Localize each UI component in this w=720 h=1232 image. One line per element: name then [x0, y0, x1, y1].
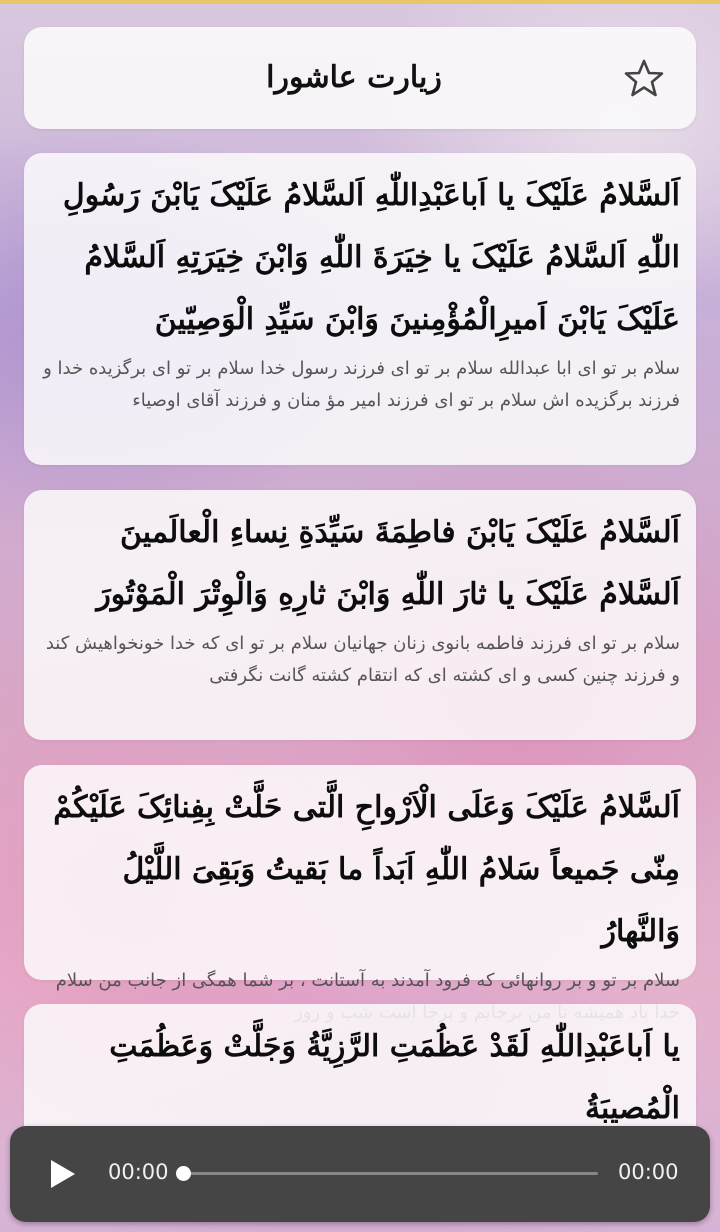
paragraph-card	[24, 153, 696, 465]
paragraph-card	[24, 490, 696, 740]
arabic-text: اَلسَّلامُ عَلَیْکَ یَابْنَ فاطِمَةَ سَیِّدَةِ نِساءِ الْعالَمینَ اَلسَّلامُ عَلَیْکَ یا ثارَ اللّٰهِ وَابْنَ ثارِهِ وَالْوِتْرَ الْمَوْتُورَ	[96, 515, 680, 612]
arabic-text: اَلسَّلامُ عَلَیْکَ یا اَباعَبْدِاللّٰهِ اَلسَّلامُ عَلَیْکَ یَابْنَ رَسُولِ اللّٰهِ اَلسَّلامُ عَلَیْکَ یا خِیَرَةَ اللّٰهِ وَابْنَ خِیَرَتِهِ اَلسَّلامُ عَلَیْکَ یَابْنَ اَمیرِالْمُؤْمِنینَ وَابْنَ سَیِّدِ الْوَصِیّینَ	[62, 178, 680, 337]
persian-translation: سلام بر تو و بر روانهائی که فرود آمدند به آستانت ، بر شما همگی از جانب من سلام	[55, 970, 680, 991]
zyarat-text-list[interactable]	[24, 153, 696, 1126]
persian-translation: سلام بر تو ای ابا عبدالله سلام بر تو ای فرزند رسول خدا سلام بر تو ای برگزیده خدا و فرزند برگزیده اش سلام بر تو ای فرزند امیر مؤ منان و فرزند آقای اوصیاء	[43, 358, 680, 411]
play-icon[interactable]	[48, 1159, 78, 1189]
seek-bar[interactable]	[182, 1172, 598, 1175]
header-bar	[24, 27, 696, 129]
paragraph-card	[24, 765, 696, 991]
page-title: زیارت عاشورا	[266, 60, 442, 95]
star-outline-icon[interactable]	[624, 58, 664, 98]
top-accent-line	[0, 0, 720, 4]
current-time: 00:00	[108, 1160, 169, 1184]
arabic-text: یا اَباعَبْدِاللّٰهِ لَقَدْ عَظُمَتِ الرَّزِیَّةُ وَجَلَّتْ وَعَظُمَتِ الْمُصیبَةُ	[109, 1029, 680, 1126]
paragraph-card	[24, 1004, 696, 1144]
seek-thumb[interactable]	[176, 1166, 191, 1181]
arabic-text: اَلسَّلامُ عَلَیْکَ وَعَلَی الْاَرْواحِ الَّتی حَلَّتْ بِفِنائِکَ عَلَیْکُمْ مِنّی جَمیعاً سَلامُ اللّٰهِ اَبَداً ما بَقیتُ وَبَقِیَ اللَّیْلُ وَالنَّهارُ	[53, 790, 680, 949]
persian-translation: سلام بر تو ای فرزند فاطمه بانوی زنان جهانیان سلام بر تو ای که خدا خونخواهیش کند و فرزند چنین کسی و ای کشته ای که انتقام کشته گانت نگرفتی	[45, 633, 680, 686]
total-time: 00:00	[618, 1160, 679, 1184]
audio-player	[10, 1126, 710, 1222]
